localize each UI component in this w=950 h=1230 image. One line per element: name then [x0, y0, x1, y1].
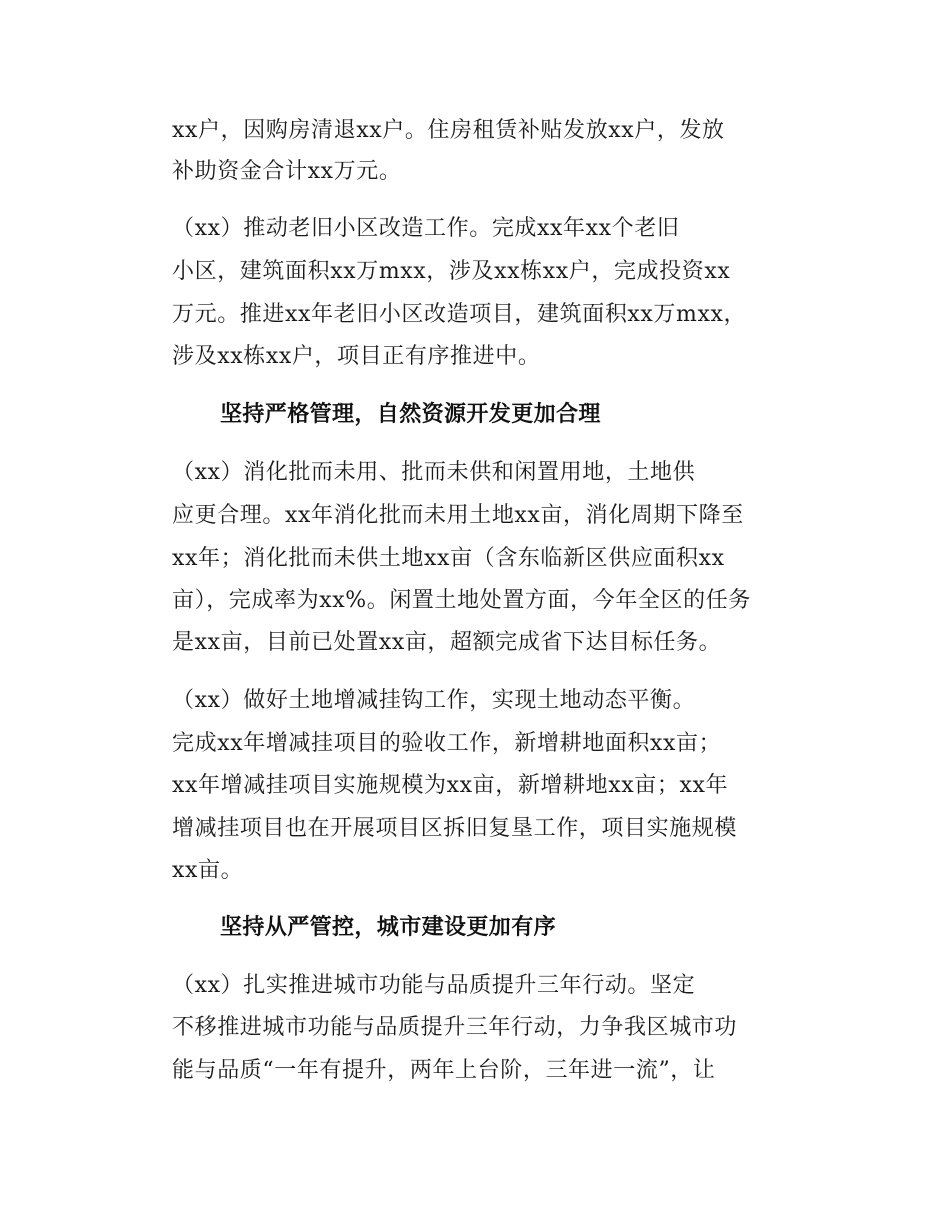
paragraph-line: 是xx亩，目前已处置xx亩，超额完成省下达目标任务。: [172, 630, 722, 655]
paragraph-line: 小区，建筑面积xx万mxx，涉及xx栋xx户，完成投资xx: [172, 259, 731, 284]
section-heading: 坚持严格管理，自然资源开发更加合理: [220, 402, 601, 427]
paragraph-line: （xx）扎实推进城市功能与品质提升三年行动。坚定: [172, 973, 696, 998]
paragraph-line: xx户，因购房清退xx户。住房租赁补贴发放xx户，发放: [172, 118, 725, 143]
paragraph-line: （xx）消化批而未用、批而未供和闲置用地，土地供: [172, 460, 696, 485]
paragraph-line: xx亩。: [172, 858, 244, 883]
section-heading: 坚持从严管控，城市建设更加有序: [220, 915, 557, 940]
paragraph-line: 补助资金合计xx万元。: [172, 159, 402, 184]
paragraph-line: 完成xx年增减挂项目的验收工作，新增耕地面积xx亩；: [172, 731, 722, 756]
paragraph-line: 万元。推进xx年老旧小区改造项目，建筑面积xx万mxx，: [172, 302, 747, 327]
paragraph-line: 涉及xx栋xx户，项目正有序推进中。: [172, 344, 541, 369]
paragraph-line: 不移推进城市功能与品质提升三年行动，力争我区城市功: [172, 1015, 738, 1040]
paragraph-line: （xx）做好土地增减挂钩工作，实现土地动态平衡。: [172, 688, 696, 713]
paragraph-line: 增减挂项目也在开展项目区拆旧复垦工作，项目实施规模: [172, 816, 738, 841]
paragraph-line: xx年；消化批而未供土地xx亩（含东临新区供应面积xx: [172, 546, 725, 571]
paragraph-line: （xx）推动老旧小区改造工作。完成xx年xx个老旧: [172, 216, 680, 241]
paragraph-line: xx年增减挂项目实施规模为xx亩，新增耕地xx亩；xx年: [172, 773, 729, 798]
paragraph-line: 应更合理。xx年消化批而未用土地xx亩，消化周期下降至: [172, 503, 744, 528]
paragraph-line: 能与品质“一年有提升，两年上台阶，三年进一流”，让: [172, 1058, 716, 1083]
paragraph-line: 亩），完成率为xx%。闲置土地处置方面，今年全区的任务: [172, 588, 751, 613]
